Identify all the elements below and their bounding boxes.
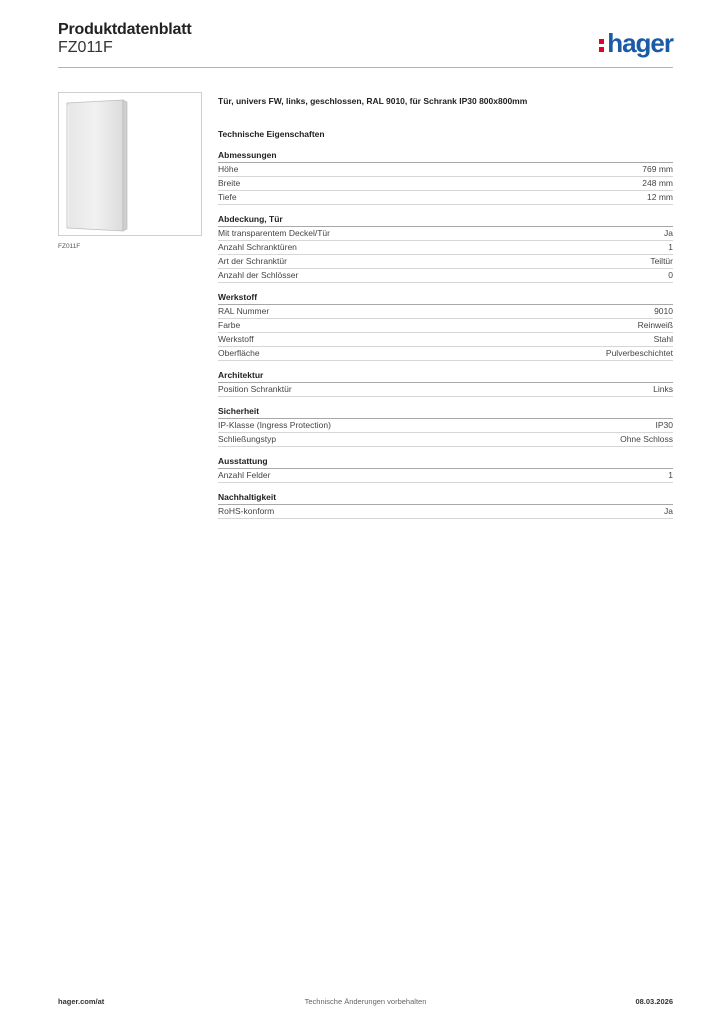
- spec-label: Art der Schranktür: [218, 256, 287, 266]
- spec-label: Höhe: [218, 164, 239, 174]
- spec-row: [218, 305, 673, 319]
- spec-value: Ja: [664, 506, 673, 516]
- spec-group-title: Abdeckung, Tür: [218, 214, 673, 227]
- spec-group-title: Abmessungen: [218, 150, 673, 163]
- spec-row: [218, 269, 673, 283]
- product-image: [58, 92, 202, 236]
- spec-label: Anzahl Schranktüren: [218, 242, 297, 252]
- hager-logo: [599, 28, 673, 59]
- spec-label: Werkstoff: [218, 334, 254, 344]
- spec-value: Ja: [664, 228, 673, 238]
- spec-group: [218, 456, 673, 483]
- spec-label: IP-Klasse (Ingress Protection): [218, 420, 331, 430]
- product-code: FZ011F: [58, 39, 113, 56]
- spec-group-title: Werkstoff: [218, 292, 673, 305]
- spec-group-title: Architektur: [218, 370, 673, 383]
- spec-groups: [218, 150, 673, 519]
- spec-label: Position Schranktür: [218, 384, 292, 394]
- spec-value: 0: [668, 270, 673, 280]
- spec-label: RoHS-konform: [218, 506, 275, 516]
- spec-label: Mit transparentem Deckel/Tür: [218, 228, 330, 238]
- spec-row: [218, 333, 673, 347]
- logo-colon-mark: [599, 33, 606, 55]
- spec-group-title: Ausstattung: [218, 456, 673, 469]
- spec-label: Schließungstyp: [218, 434, 277, 444]
- spec-row: [218, 433, 673, 447]
- spec-value: Stahl: [653, 334, 673, 344]
- spec-group-title: Sicherheit: [218, 406, 673, 419]
- spec-row: [218, 419, 673, 433]
- spec-row: [218, 227, 673, 241]
- spec-group: [218, 406, 673, 447]
- spec-value: Teiltür: [650, 256, 673, 266]
- spec-value: 1: [668, 470, 673, 480]
- product-description: Tür, univers FW, links, geschlossen, RAL 9010, für Schrank IP30 800x800mm: [218, 96, 528, 106]
- spec-label: Anzahl der Schlösser: [218, 270, 299, 280]
- spec-row: [218, 177, 673, 191]
- spec-row: [218, 255, 673, 269]
- spec-group: [218, 292, 673, 361]
- spec-value: Reinweiß: [637, 320, 673, 330]
- spec-value: Pulverbeschichtet: [605, 348, 673, 358]
- spec-row: [218, 469, 673, 483]
- document-title: Produktdatenblatt: [58, 21, 192, 38]
- footer-notice: Technische Änderungen vorbehalten: [304, 997, 427, 1006]
- spec-value: IP30: [655, 420, 673, 430]
- spec-row: [218, 347, 673, 361]
- spec-row: [218, 319, 673, 333]
- spec-content: [218, 96, 673, 519]
- footer-date: 08.03.2026: [635, 997, 673, 1006]
- footer-website: hager.com/at: [58, 997, 105, 1006]
- spec-group: [218, 370, 673, 397]
- spec-group: [218, 150, 673, 205]
- spec-value: 769 mm: [642, 164, 673, 174]
- spec-label: Tiefe: [218, 192, 237, 202]
- spec-value: 1: [668, 242, 673, 252]
- spec-group: [218, 214, 673, 283]
- spec-value: 12 mm: [647, 192, 673, 202]
- spec-group-title: Nachhaltigkeit: [218, 492, 673, 505]
- spec-label: Breite: [218, 178, 241, 188]
- spec-value: Ohne Schloss: [620, 434, 673, 444]
- spec-value: 9010: [654, 306, 673, 316]
- image-caption: FZ011F: [58, 243, 81, 250]
- spec-row: [218, 241, 673, 255]
- spec-label: Anzahl Felder: [218, 470, 271, 480]
- spec-row: [218, 383, 673, 397]
- header-divider: [58, 67, 673, 68]
- spec-row: [218, 505, 673, 519]
- section-heading: Technische Eigenschaften: [218, 129, 325, 139]
- spec-value: Links: [653, 384, 673, 394]
- logo-text: hager: [607, 28, 673, 58]
- spec-value: 248 mm: [642, 178, 673, 188]
- spec-label: Farbe: [218, 320, 241, 330]
- spec-group: [218, 492, 673, 519]
- spec-label: Oberfläche: [218, 348, 260, 358]
- spec-row: [218, 163, 673, 177]
- spec-row: [218, 191, 673, 205]
- spec-label: RAL Nummer: [218, 306, 270, 316]
